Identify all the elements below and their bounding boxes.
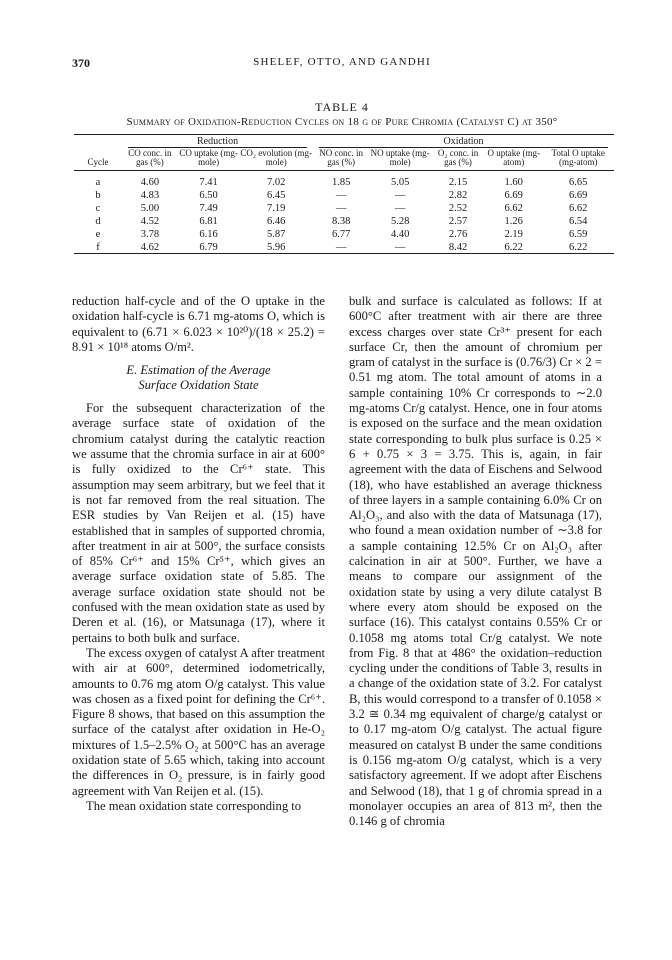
table-cell: —	[394, 203, 406, 214]
section-heading-line: E. Estimation of the Average	[126, 363, 271, 378]
table-cell: 8.38	[331, 216, 351, 227]
table-cell: b	[95, 190, 101, 201]
table-cell: 1.60	[504, 177, 523, 188]
body-paragraph: bulk and surface is calculated as follows: If at 600°C after treatment with air there are three excess charges over state Cr³⁺ present for each surface Cr, then the amount of chromium per gram of catalyst in the surface is (0.76/3) Cr × 2 = 0.51 mg atom. The total amount of atoms in a sample containing 10% Cr corresponds to ∼2.0 mg-atoms Cr/g catalyst. Hence, one in four atoms is exposed on the surface and the mean oxidation state corresponding to bulk plus surface is 0.25 × 6 + 0.75 × 3 = 3.75. This is, again, in fair agreement with the data of Eischens and Selwood (18), who have established an average thickness of three layers in a sample containing 6.0% Cr on Al₂O₃, and also with the data of Matsunaga (17), who found a mean oxidation number of ∼3.8 for a sample containing 12.5% Cr on Al₂O₃ after calcination in air at 500°. Further, we have a means to compare our assignment of the oxidation state by using a very dilute catalyst B where every atom should be exposed on the surface (16). This catalyst contains 0.55% Cr or 0.1058 mg atoms total Cr/g catalyst. We note from Fig. 8 that at 486° the oxidation–reduction cycling under the conditions of Table 3, results in a change of the oxidation state of 3.2. For catalyst B, this would correspond to a transfer of 0.1058 × 3.2 ≅ 0.34 mg equivalent of charge/g catalyst or to 0.17 mg-atom O/g catalyst. The actual figure measured on catalyst B under the same conditions is 0.156 mg-atom O/g catalyst, which is a very satisfactory agreement. If we adopt after Eischens and Selwood (18), that 1 g of chromia spread in a monolayer occupies an area of 813 m², then the 0.146 g of chromia	[349, 294, 602, 829]
table-cell: 4.52	[140, 216, 160, 227]
running-head: SHELEF, OTTO, AND GANDHI	[253, 56, 431, 68]
table-cell: e	[95, 229, 101, 240]
table-cell: 1.85	[331, 177, 351, 188]
table-cell: 6.54	[569, 216, 588, 227]
table-cell: 6.46	[267, 216, 286, 227]
column-header: O₂ conc. in gas (%)	[431, 149, 485, 171]
table-cell: 2.19	[504, 229, 523, 240]
group-header-oxidation: Oxidation	[319, 136, 608, 148]
table-cell: 5.87	[267, 229, 286, 240]
table-cell: 4.40	[390, 229, 410, 240]
table-cell: 8.42	[431, 240, 485, 254]
table-row	[74, 188, 614, 201]
table-cell: 5.28	[390, 216, 410, 227]
table-cell: 2.57	[448, 216, 468, 227]
table-cell: 7.41	[199, 177, 218, 188]
table-row	[74, 240, 614, 254]
table-row	[74, 214, 614, 227]
table-cell: 6.22	[485, 240, 543, 254]
column-header: CO₂ evolution (mg-mole)	[239, 149, 313, 171]
table-cell: —	[335, 190, 347, 201]
body-paragraph: reduction half-cycle and of the O uptake in the oxidation half-cycle is 6.71 mg-atoms O, which is equivalent to (6.71 × 6.023 × 10²⁰)/(18 × 25.2) = 8.91 × 10¹⁸ atoms O/m².	[72, 294, 325, 354]
table-cell: 1.26	[504, 216, 523, 227]
section-heading	[72, 363, 325, 393]
table-cell: 5.00	[140, 203, 160, 214]
table-cell: 3.78	[140, 229, 160, 240]
oxidation-reduction-table	[74, 134, 614, 254]
table-cell: 7.02	[267, 177, 286, 188]
table-cell: a	[95, 177, 101, 188]
column-header: O uptake (mg-atom)	[485, 149, 543, 171]
section-heading-line: Surface Oxidation State	[138, 378, 259, 393]
table-cell: 7.49	[199, 203, 218, 214]
table-cell: 5.05	[390, 177, 410, 188]
table-cell: 2.76	[448, 229, 468, 240]
table-row	[74, 171, 614, 189]
table-cell: 2.15	[448, 177, 468, 188]
group-header-reduction: Reduction	[128, 136, 307, 148]
column-header: NO uptake (mg-mole)	[369, 149, 431, 171]
table-cell: 5.96	[239, 240, 313, 254]
table-caption: Summary of Oxidation-Reduction Cycles on 18 g of Pure Chromia (Catalyst C) at 350°	[126, 116, 558, 128]
column-header: Cycle	[74, 149, 122, 171]
body-paragraph: The excess oxygen of catalyst A after treatment with air at 600°, determined iodometrically, amounts to 0.76 mg atom O/g catalyst. This value was chosen as a fixed point for defining the Cr⁶⁺. Figure 8 shows, that based on this assumption the surface of the catalyst after oxidation in He-O₂ mixtures of 1.5–2.5% O₂ at 500°C has an average oxidation state of 5.65 which, taking into account the differences in O₂ pressure, is in fairly good agreement with Van Reijen et al. (15).	[72, 645, 325, 798]
table-cell: 6.79	[178, 240, 240, 254]
column-header: CO conc. in gas (%)	[122, 149, 178, 171]
table-cell: 4.83	[140, 190, 160, 201]
table-cell: 6.50	[199, 190, 218, 201]
column-header: Total O uptake (mg-atom)	[542, 149, 614, 171]
table-cell: 6.62	[569, 203, 588, 214]
column-header: NO conc. in gas (%)	[313, 149, 369, 171]
table-cell: —	[394, 190, 406, 201]
table-cell: 6.69	[569, 190, 588, 201]
page-number: 370	[72, 56, 90, 70]
table-cell: 2.82	[448, 190, 468, 201]
body-paragraph: The mean oxidation state corresponding to	[86, 798, 302, 813]
right-text-column	[349, 294, 602, 829]
column-header: CO uptake (mg-mole)	[178, 149, 240, 171]
table-cell: 7.19	[267, 203, 286, 214]
column-header-row	[74, 149, 614, 171]
table-cell: —	[313, 240, 369, 254]
table-cell: 6.45	[267, 190, 286, 201]
table-cell: c	[95, 203, 101, 214]
table-title: TABLE 4	[315, 100, 369, 114]
table-cell: f	[74, 240, 122, 254]
table-cell: 6.69	[504, 190, 523, 201]
table-cell: 2.52	[448, 203, 468, 214]
page-header	[72, 56, 612, 76]
table-cell: 6.59	[569, 229, 588, 240]
table-row	[74, 227, 614, 240]
table-cell: 6.16	[199, 229, 218, 240]
table-cell: 6.22	[542, 240, 614, 254]
table-cell: 6.62	[504, 203, 523, 214]
table-row	[74, 201, 614, 214]
body-paragraph: For the subsequent characterization of the average surface state of oxidation of the chromium catalyst during the catalytic reaction we assume that the chromia surface in air at 600° is fully oxidized to the Cr⁶⁺ state. This assumption may seem arbitrary, but we feel that it is not far removed from the real situation. The ESR studies by Van Reijen et al. (15) have established that in samples of supported chromia, after treatment in air at 500°, the surface consists of 85% Cr⁶⁺ and 15% Cr⁵⁺, which gives an average surface oxidation state of 5.85. The average surface oxidation state should not be confused with the mean oxidation state as used by Deren et al. (16), or Matsunaga (17), where it pertains to both bulk and surface.	[72, 401, 325, 645]
table-cell: 4.60	[140, 177, 160, 188]
left-text-column	[72, 294, 325, 814]
table-cell: d	[95, 216, 101, 227]
table-cell: 4.62	[122, 240, 178, 254]
table-cell: 6.81	[199, 216, 218, 227]
table-cell: —	[369, 240, 431, 254]
table-cell: 6.77	[331, 229, 351, 240]
table-cell: 6.65	[569, 177, 588, 188]
table-cell: —	[335, 203, 347, 214]
